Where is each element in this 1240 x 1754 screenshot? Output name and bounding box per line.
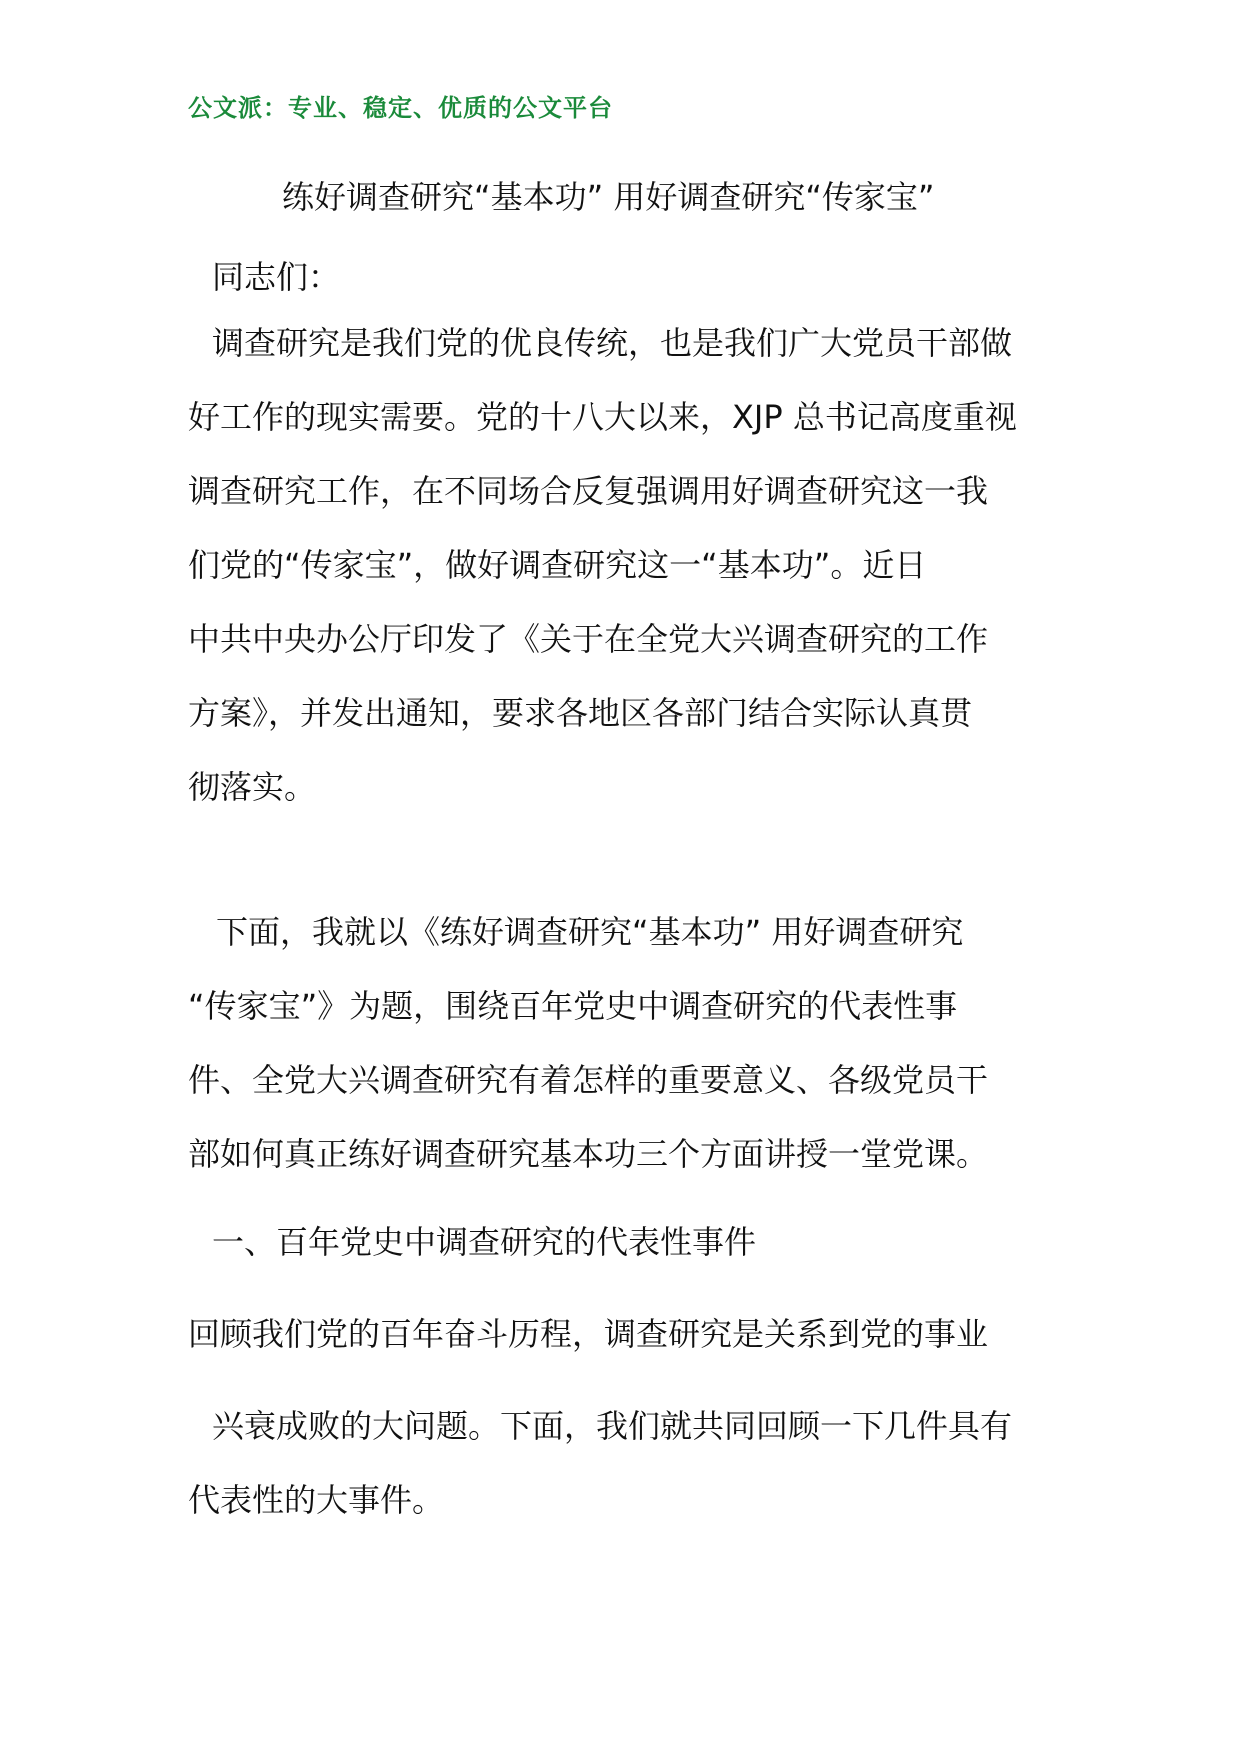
salutation: 同志们： (212, 258, 341, 296)
paragraph-1-line: 们党的“传家宝”，做好调查研究这一“基本功”。近日 (188, 546, 927, 584)
paragraph-1 (188, 306, 1058, 824)
paragraph-1-line: 调查研究工作，在不同场合反复强调用好调查研究这一我 (188, 472, 989, 510)
paragraph-1-line: 好工作的现实需要。党的十八大以来，XJP 总书记高度重视 (188, 398, 1017, 436)
paragraph-2-line: 部如何真正练好调查研究基本功三个方面讲授一堂党课。 (188, 1135, 989, 1173)
paragraph-4-line: 兴衰成败的大问题。下面，我们就共同回顾一下几件具有 (212, 1407, 1013, 1445)
section-1-heading: 一、百年党史中调查研究的代表性事件 (212, 1223, 757, 1261)
document-title: 练好调查研究“基本功” 用好调查研究“传家宝” (282, 178, 935, 216)
paragraph-2 (188, 895, 1058, 1191)
paragraph-2-line: “传家宝”》为题，围绕百年党史中调查研究的代表性事 (188, 987, 958, 1025)
paragraph-3: 回顾我们党的百年奋斗历程，调查研究是关系到党的事业 (188, 1315, 989, 1353)
paragraph-2-line: 下面，我就以《练好调查研究“基本功” 用好调查研究 (216, 913, 964, 951)
platform-header: 公文派：专业、稳定、优质的公文平台 (188, 94, 613, 122)
paragraph-1-line: 方案》，并发出通知，要求各地区各部门结合实际认真贯 (188, 694, 973, 732)
paragraph-1-line: 中共中央办公厅印发了《关于在全党大兴调查研究的工作 (188, 620, 989, 658)
paragraph-4-line: 代表性的大事件。 (188, 1481, 445, 1519)
paragraph-2-line: 件、全党大兴调查研究有着怎样的重要意义、各级党员干 (188, 1061, 989, 1099)
paragraph-1-line: 调查研究是我们党的优良传统，也是我们广大党员干部做 (212, 324, 1013, 362)
paragraph-4 (188, 1389, 1058, 1537)
paragraph-1-line: 彻落实。 (188, 768, 317, 806)
